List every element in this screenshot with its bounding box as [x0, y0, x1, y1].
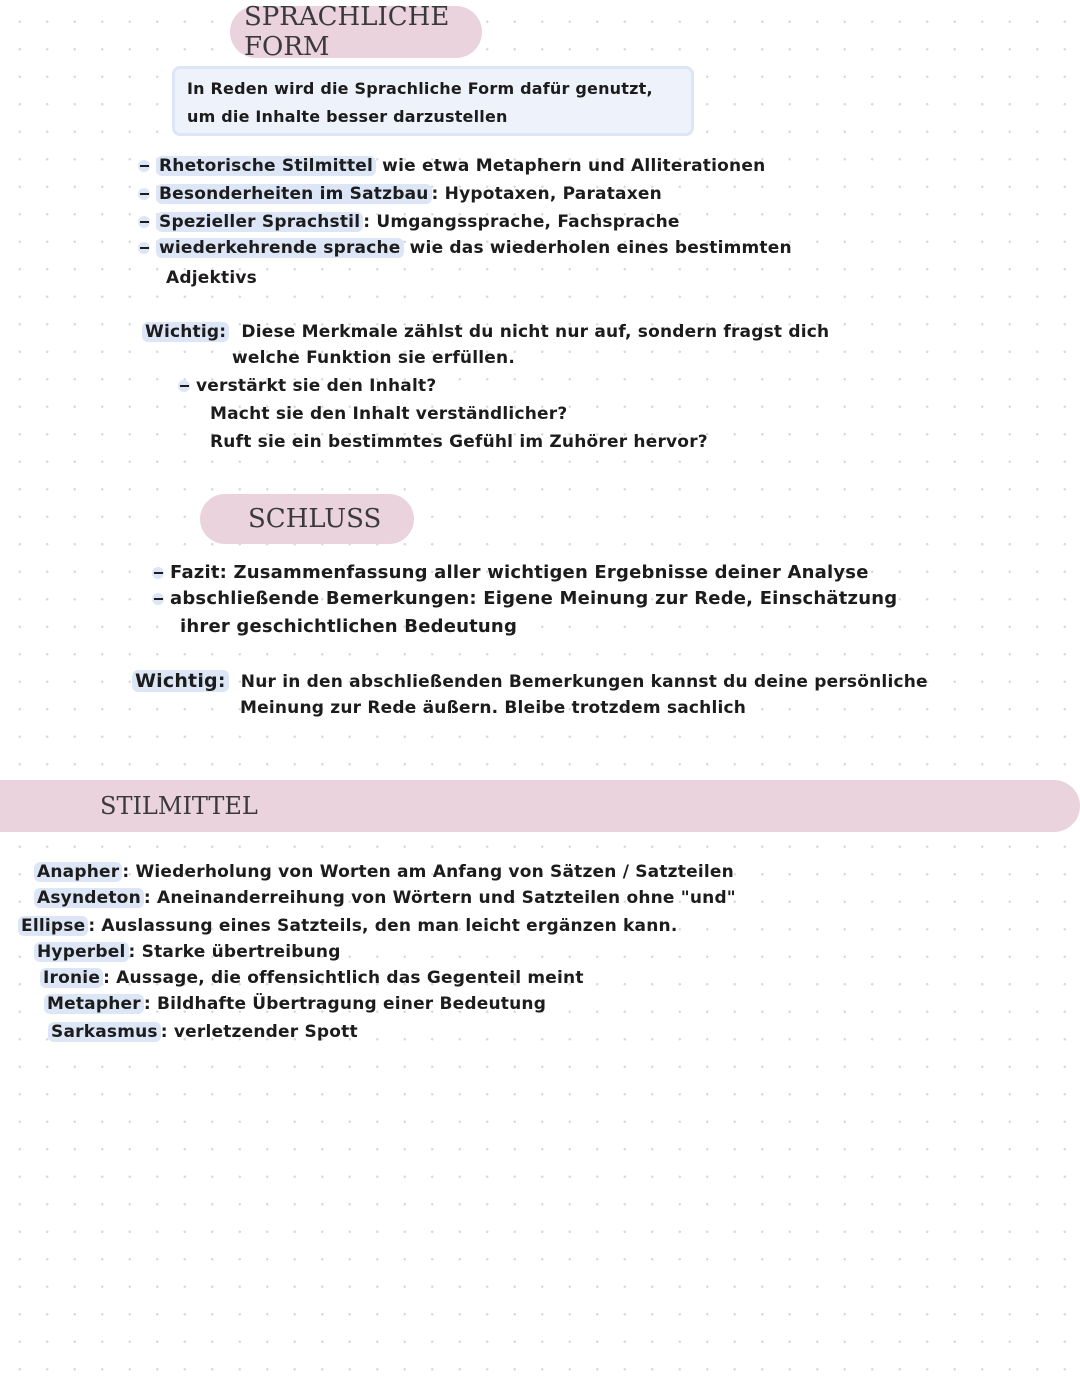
item-text: : Zusammenfassung aller wichtigen Ergebnisse deiner Analyse: [219, 562, 869, 583]
intro-line-1: In Reden wird die Sprachliche Form dafür genutzt,: [187, 79, 653, 98]
bullet-dash-icon: [138, 188, 150, 200]
intro-line-2: um die Inhalte besser darzustellen: [187, 107, 508, 126]
term: Asyndeton: [34, 888, 144, 908]
bullet-dash-icon: [152, 567, 164, 579]
list-item: [138, 212, 680, 232]
question-item: Macht sie den Inhalt verständlicher?: [210, 404, 568, 424]
heading-text: SPRACHLICHE FORM: [244, 2, 450, 62]
definition: : Starke übertreibung: [128, 942, 341, 962]
definition: : Aussage, die offensichtlich das Gegenteil meint: [103, 968, 584, 988]
term: Ironie: [40, 968, 103, 988]
list-item: [152, 562, 869, 583]
item-text: : Eigene Meinung zur Rede, Einschätzung: [469, 588, 898, 609]
definition-item: [34, 888, 736, 908]
heading-text: SCHLUSS: [248, 504, 382, 534]
heading-schluss: [200, 494, 414, 544]
question-item: Ruft sie ein bestimmtes Gefühl im Zuhörer hervor?: [210, 432, 708, 452]
note-line-1: [132, 670, 928, 692]
question-text: verstärkt sie den Inhalt?: [196, 376, 437, 396]
item-text: wie das wiederholen eines bestimmten: [403, 238, 792, 258]
definition: : Bildhafte Übertragung einer Bedeutung: [143, 994, 547, 1014]
list-item-continuation: Adjektivs: [166, 268, 257, 288]
list-item: [138, 184, 662, 204]
list-item: [138, 156, 765, 176]
note-line-2: welche Funktion sie erfüllen.: [232, 348, 515, 368]
definition: : Wiederholung von Worten am Anfang von Sätzen / Satzteilen: [122, 862, 734, 882]
item-label: Besonderheiten im Satzbau: [156, 184, 432, 204]
definition: : verletzender Spott: [160, 1022, 358, 1042]
definition: : Aneinanderreihung von Wörtern und Satzteilen ohne "und": [143, 888, 736, 908]
item-label: Rhetorische Stilmittel: [156, 156, 376, 176]
item-text: : Hypotaxen, Parataxen: [431, 184, 662, 204]
note-line-2: Meinung zur Rede äußern. Bleibe trotzdem sachlich: [240, 698, 747, 718]
list-item-continuation: ihrer geschichtlichen Bedeutung: [180, 616, 518, 637]
list-item: [138, 238, 792, 258]
list-item: [152, 588, 897, 609]
bullet-dash-icon: [138, 160, 150, 172]
definition-item: [40, 968, 584, 988]
term: Anapher: [34, 862, 122, 882]
bullet-dash-icon: [152, 593, 164, 605]
term: Ellipse: [18, 916, 88, 936]
bullet-dash-icon: [138, 242, 150, 254]
note-text: Nur in den abschließenden Bemerkungen kannst du deine persönliche: [240, 672, 928, 692]
note-text: Diese Merkmale zählst du nicht nur auf, sondern fragst dich: [241, 322, 830, 342]
heading-text: STILMITTEL: [100, 792, 258, 820]
item-label: wiederkehrende sprache: [156, 238, 404, 258]
heading-stilmittel: [0, 780, 1080, 832]
note-label: Wichtig:: [142, 322, 229, 342]
intro-box: [172, 66, 694, 136]
bullet-dash-icon: [178, 380, 190, 392]
item-label: abschließende Bemerkungen: [170, 588, 470, 609]
definition-item: [48, 1022, 358, 1042]
definition-item: [44, 994, 546, 1014]
definition-item: [18, 916, 677, 936]
definition-item: [34, 942, 341, 962]
term: Metapher: [44, 994, 144, 1014]
heading-sprachliche-form: [230, 2, 482, 62]
definition: : Auslassung eines Satzteils, den man leicht ergänzen kann.: [88, 916, 678, 936]
item-text: wie etwa Metaphern und Alliterationen: [376, 156, 766, 176]
term: Sarkasmus: [48, 1022, 161, 1042]
item-label: Spezieller Sprachstil: [156, 212, 363, 232]
item-label: Fazit: [170, 562, 220, 583]
term: Hyperbel: [34, 942, 129, 962]
definition-item: [34, 862, 734, 882]
note-label: Wichtig:: [132, 670, 229, 692]
note-line-1: [142, 322, 829, 342]
bullet-dash-icon: [138, 216, 150, 228]
item-text: : Umgangssprache, Fachsprache: [363, 212, 680, 232]
question-item: [178, 376, 436, 396]
